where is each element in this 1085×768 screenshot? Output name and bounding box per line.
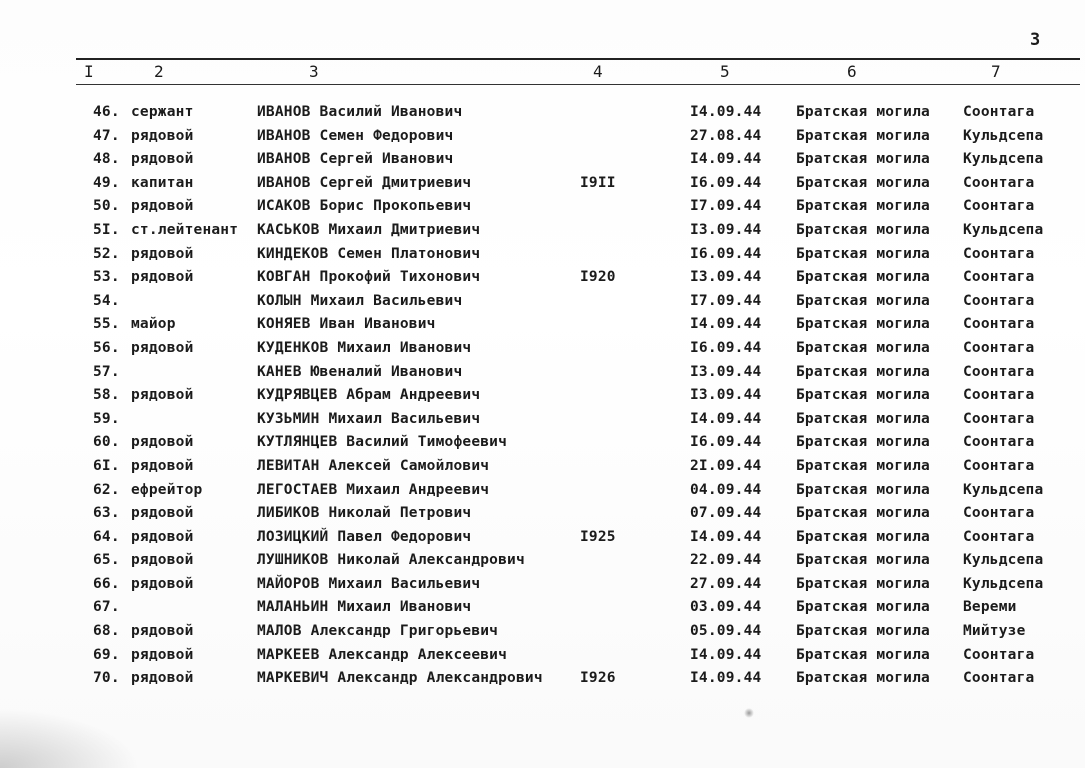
record-rank: рядовой — [131, 670, 194, 687]
record-row — [0, 128, 1085, 152]
record-name: МАЙОРОВ Михаил Васильевич — [257, 575, 481, 592]
record-rank: рядовой — [131, 623, 194, 640]
record-row — [0, 364, 1085, 388]
record-date: 27.08.44 — [690, 127, 762, 144]
record-rank: рядовой — [131, 457, 194, 474]
record-name: КУЗЬМИН Михаил Васильевич — [257, 410, 481, 427]
record-name: КАСЬКОВ Михаил Дмитриевич — [257, 221, 481, 238]
record-number: 52. — [93, 245, 120, 262]
record-burial: Братская могила — [796, 104, 930, 120]
record-name: ЛИБИКОВ Николай Петрович — [257, 505, 472, 522]
record-date: 07.09.44 — [690, 505, 762, 522]
column-header-2: 2 — [154, 62, 164, 81]
record-number: 55. — [93, 316, 120, 333]
record-date: 22.09.44 — [690, 552, 762, 569]
record-number: 54. — [93, 292, 120, 309]
record-row — [0, 623, 1085, 647]
record-name: КОВГАН Прокофий Тихонович — [257, 269, 481, 286]
record-rank: рядовой — [131, 528, 194, 545]
record-burial: Братская могила — [796, 670, 930, 687]
record-number: 62. — [93, 481, 120, 498]
record-number: 58. — [93, 387, 120, 404]
record-row — [0, 316, 1085, 340]
record-rank: рядовой — [131, 198, 194, 215]
record-name: КОЛЫН Михаил Васильевич — [257, 292, 463, 309]
record-rank: рядовой — [131, 434, 194, 451]
record-row — [0, 458, 1085, 482]
record-row — [0, 387, 1085, 411]
record-date: 04.09.44 — [690, 481, 762, 498]
record-number: 67. — [93, 599, 120, 616]
record-row — [0, 647, 1085, 671]
record-row — [0, 529, 1085, 553]
record-birth-year: I925 — [580, 528, 616, 545]
record-burial: Братская могила — [796, 599, 930, 616]
record-rank: рядовой — [131, 646, 194, 663]
record-date: I6.09.44 — [690, 339, 762, 356]
record-row — [0, 175, 1085, 199]
record-burial: Братская могила — [796, 363, 930, 380]
record-place: Соонтага — [963, 104, 1035, 120]
record-row — [0, 552, 1085, 576]
column-header-6: 6 — [847, 62, 857, 81]
record-place: Соонтага — [963, 269, 1035, 286]
record-number: 57. — [93, 363, 120, 380]
record-number: 47. — [93, 127, 120, 144]
record-rank: сержант — [131, 104, 194, 120]
record-burial: Братская могила — [796, 316, 930, 333]
record-row — [0, 340, 1085, 364]
record-number: 6I. — [93, 457, 120, 474]
record-number: 5I. — [93, 221, 120, 238]
record-rank: рядовой — [131, 505, 194, 522]
record-number: 59. — [93, 410, 120, 427]
record-burial: Братская могила — [796, 245, 930, 262]
page-number: 3 — [1030, 30, 1041, 50]
record-burial: Братская могила — [796, 623, 930, 640]
record-date: I4.09.44 — [690, 410, 762, 427]
record-date: I6.09.44 — [690, 174, 762, 191]
record-rank: рядовой — [131, 387, 194, 404]
record-burial: Братская могила — [796, 481, 930, 498]
record-place: Соонтага — [963, 363, 1035, 380]
record-burial: Братская могила — [796, 174, 930, 191]
record-number: 60. — [93, 434, 120, 451]
record-burial: Братская могила — [796, 339, 930, 356]
record-name: ИСАКОВ Борис Прокопьевич — [257, 198, 472, 215]
record-date: 27.09.44 — [690, 575, 762, 592]
record-burial: Братская могила — [796, 292, 930, 309]
record-place: Соонтага — [963, 410, 1035, 427]
record-date: I7.09.44 — [690, 292, 762, 309]
record-date: I4.09.44 — [690, 316, 762, 333]
record-date: I6.09.44 — [690, 245, 762, 262]
column-header-1: I — [84, 62, 94, 81]
record-list — [0, 104, 1085, 694]
record-place: Кульдсепа — [963, 127, 1044, 144]
record-rank: ефрейтор — [131, 481, 203, 498]
record-rank: майор — [131, 316, 176, 333]
record-name: КУТЛЯНЦЕВ Василий Тимофеевич — [257, 434, 508, 451]
record-row — [0, 505, 1085, 529]
record-name: ИВАНОВ Сергей Дмитриевич — [257, 174, 472, 191]
record-date: I4.09.44 — [690, 646, 762, 663]
record-rank: капитан — [131, 174, 194, 191]
record-rank: рядовой — [131, 269, 194, 286]
record-date: I4.09.44 — [690, 151, 762, 168]
header-bottom-rule — [76, 84, 1080, 85]
record-burial: Братская могила — [796, 269, 930, 286]
record-name: КИНДЕКОВ Семен Платонович — [257, 245, 481, 262]
record-place: Соонтага — [963, 292, 1035, 309]
record-number: 66. — [93, 575, 120, 592]
record-row — [0, 198, 1085, 222]
record-date: I3.09.44 — [690, 269, 762, 286]
record-name: ЛЕГОСТАЕВ Михаил Андреевич — [257, 481, 490, 498]
record-place: Кульдсепа — [963, 221, 1044, 238]
record-burial: Братская могила — [796, 198, 930, 215]
record-rank: рядовой — [131, 575, 194, 592]
column-header-row — [0, 62, 1085, 84]
record-date: I4.09.44 — [690, 104, 762, 120]
record-rank: рядовой — [131, 552, 194, 569]
column-header-7: 7 — [991, 62, 1001, 81]
record-name: ИВАНОВ Сергей Иванович — [257, 151, 454, 168]
record-name: МАЛАНЬИН Михаил Иванович — [257, 599, 472, 616]
record-burial: Братская могила — [796, 552, 930, 569]
record-name: КОНЯЕВ Иван Иванович — [257, 316, 436, 333]
record-name: ИВАНОВ Семен Федорович — [257, 127, 454, 144]
record-place: Соонтага — [963, 646, 1035, 663]
record-number: 65. — [93, 552, 120, 569]
record-number: 50. — [93, 198, 120, 215]
record-place: Кульдсепа — [963, 481, 1044, 498]
record-row — [0, 576, 1085, 600]
record-place: Мийтузе — [963, 623, 1026, 640]
record-place: Соонтага — [963, 457, 1035, 474]
record-date: I7.09.44 — [690, 198, 762, 215]
record-burial: Братская могила — [796, 528, 930, 545]
column-header-5: 5 — [720, 62, 730, 81]
record-number: 49. — [93, 174, 120, 191]
record-number: 56. — [93, 339, 120, 356]
record-burial: Братская могила — [796, 457, 930, 474]
column-header-3: 3 — [309, 62, 319, 81]
record-name: МАРКЕВИЧ Александр Александрович — [257, 670, 543, 687]
record-name: ЛОЗИЦКИЙ Павел Федорович — [257, 528, 472, 545]
record-row — [0, 269, 1085, 293]
record-burial: Братская могила — [796, 151, 930, 168]
record-rank: рядовой — [131, 245, 194, 262]
record-place: Соонтага — [963, 316, 1035, 333]
record-place: Соонтага — [963, 387, 1035, 404]
record-date: I6.09.44 — [690, 434, 762, 451]
record-name: МАРКЕЕВ Александр Алексеевич — [257, 646, 508, 663]
record-name: ИВАНОВ Василий Иванович — [257, 104, 463, 120]
record-name: ЛЕВИТАН Алексей Самойлович — [257, 457, 490, 474]
record-row — [0, 670, 1085, 694]
record-place: Соонтага — [963, 505, 1035, 522]
record-date: 05.09.44 — [690, 623, 762, 640]
record-name: КУДРЯВЦЕВ Абрам Андреевич — [257, 387, 481, 404]
record-row — [0, 482, 1085, 506]
record-number: 48. — [93, 151, 120, 168]
record-name: КАНЕВ Ювеналий Иванович — [257, 363, 463, 380]
record-date: 03.09.44 — [690, 599, 762, 616]
record-name: КУДЕНКОВ Михаил Иванович — [257, 339, 472, 356]
record-place: Соонтага — [963, 528, 1035, 545]
record-burial: Братская могила — [796, 387, 930, 404]
record-number: 46. — [93, 104, 120, 120]
record-birth-year: I920 — [580, 269, 616, 286]
record-number: 69. — [93, 646, 120, 663]
record-row — [0, 434, 1085, 458]
record-number: 64. — [93, 528, 120, 545]
record-name: ЛУШНИКОВ Николай Александрович — [257, 552, 525, 569]
record-rank: рядовой — [131, 127, 194, 144]
record-number: 70. — [93, 670, 120, 687]
record-place: Соонтага — [963, 670, 1035, 687]
page-edge-shadow — [0, 708, 140, 768]
record-rank: рядовой — [131, 339, 194, 356]
record-place: Соонтага — [963, 174, 1035, 191]
record-burial: Братская могила — [796, 221, 930, 238]
record-row — [0, 151, 1085, 175]
record-date: I3.09.44 — [690, 363, 762, 380]
record-burial: Братская могила — [796, 410, 930, 427]
record-number: 53. — [93, 269, 120, 286]
record-rank: рядовой — [131, 151, 194, 168]
record-place: Соонтага — [963, 434, 1035, 451]
record-date: I4.09.44 — [690, 670, 762, 687]
column-header-4: 4 — [593, 62, 603, 81]
record-date: I3.09.44 — [690, 221, 762, 238]
record-number: 63. — [93, 505, 120, 522]
record-rank: ст.лейтенант — [131, 221, 239, 238]
record-number: 68. — [93, 623, 120, 640]
record-birth-year: I926 — [580, 670, 616, 687]
header-top-rule — [76, 58, 1080, 60]
record-burial: Братская могила — [796, 575, 930, 592]
record-row — [0, 411, 1085, 435]
record-place: Соонтага — [963, 198, 1035, 215]
record-place: Соонтага — [963, 339, 1035, 356]
record-row — [0, 599, 1085, 623]
record-place: Верeми — [963, 599, 1017, 616]
record-birth-year: I9II — [580, 174, 616, 191]
record-burial: Братская могила — [796, 434, 930, 451]
record-burial: Братская могила — [796, 127, 930, 144]
record-date: I4.09.44 — [690, 528, 762, 545]
record-name: МАЛОВ Александр Григорьевич — [257, 623, 499, 640]
record-date: 2I.09.44 — [690, 457, 762, 474]
record-row — [0, 222, 1085, 246]
record-row — [0, 293, 1085, 317]
record-place: Кульдсепа — [963, 552, 1044, 569]
record-row — [0, 104, 1085, 128]
record-burial: Братская могила — [796, 646, 930, 663]
record-place: Соонтага — [963, 245, 1035, 262]
record-date: I3.09.44 — [690, 387, 762, 404]
record-burial: Братская могила — [796, 505, 930, 522]
paper-speck — [744, 708, 754, 718]
record-place: Кульдсепа — [963, 151, 1044, 168]
record-place: Кульдсепа — [963, 575, 1044, 592]
record-row — [0, 246, 1085, 270]
